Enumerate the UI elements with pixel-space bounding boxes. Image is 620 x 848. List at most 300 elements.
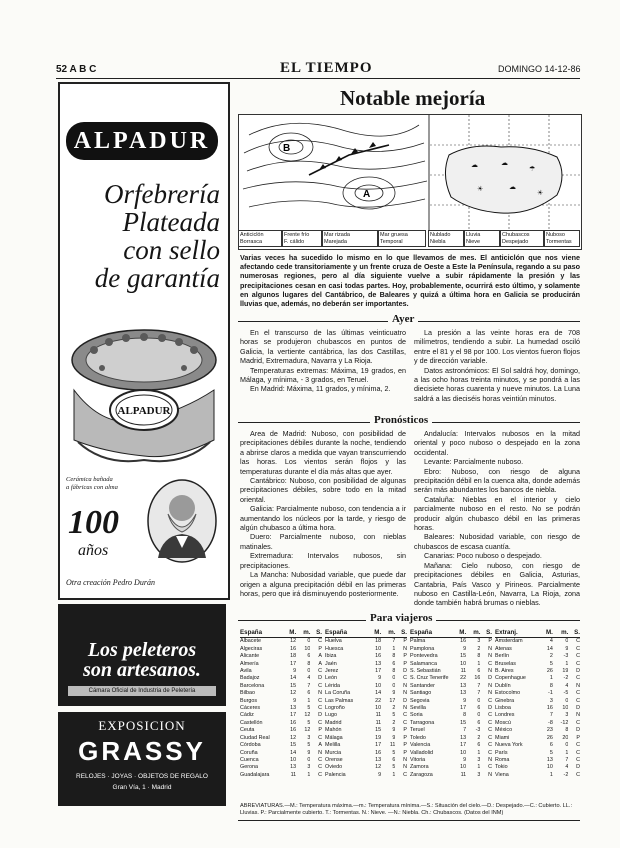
city-cell: Valladolid <box>410 749 433 756</box>
value-cell: 1 <box>565 660 569 667</box>
value-cell: P <box>576 734 580 741</box>
value-cell: 11 <box>460 668 467 675</box>
table-row <box>325 705 407 712</box>
table-header-cell: España <box>325 629 368 638</box>
table-row <box>240 764 322 771</box>
value-cell: 8 <box>392 668 396 675</box>
value-cell: N <box>403 682 407 689</box>
value-cell: 16 <box>290 645 297 652</box>
value-cell: 7 <box>549 712 553 719</box>
value-cell: P <box>403 749 407 756</box>
table-row <box>410 750 492 757</box>
value-cell: 0 <box>565 697 569 704</box>
value-cell: 8 <box>477 653 481 660</box>
table-row <box>325 661 407 668</box>
value-cell: 2 <box>392 705 396 712</box>
city-cell: Badajoz <box>240 675 260 682</box>
table-row <box>240 705 322 712</box>
value-cell: P <box>403 742 407 749</box>
city-cell: Melilla <box>325 742 341 749</box>
forecast-paragraph: Levante: Parcialmente nuboso. <box>424 457 524 467</box>
isobar-map <box>239 115 581 231</box>
table-row <box>325 698 407 705</box>
city-cell: Las Palmas <box>325 697 354 704</box>
section-ayer-title: Ayer <box>388 313 418 325</box>
value-cell: 9 <box>293 668 297 675</box>
value-cell: C <box>318 638 322 645</box>
weather-table <box>495 629 580 779</box>
city-cell: Bilbao <box>240 690 255 697</box>
table-row <box>495 764 580 771</box>
slogan-line-2: Plateada <box>122 207 220 237</box>
forecast-paragraph: Baleares: Nubosidad variable, con riesgo de chubascos de escasa cuantía. <box>414 532 580 551</box>
table-row <box>495 668 580 675</box>
city-cell: Avila <box>240 668 252 675</box>
value-cell: N <box>576 682 580 689</box>
city-cell: Cáceres <box>240 705 261 712</box>
value-cell: A <box>318 653 322 660</box>
value-cell: 13 <box>290 764 297 771</box>
value-cell: 8 <box>392 653 396 660</box>
table-row <box>325 668 407 675</box>
value-cell: C <box>403 712 407 719</box>
value-cell: -8 <box>548 719 553 726</box>
table-header-cell: M. <box>539 629 553 638</box>
city-cell: Bruselas <box>495 660 516 667</box>
city-cell: Roma <box>495 756 510 763</box>
value-cell: D <box>403 668 407 675</box>
table-row <box>240 712 322 719</box>
value-cell: 6 <box>307 690 311 697</box>
table-row <box>495 646 580 653</box>
value-cell: N <box>488 682 492 689</box>
table-row <box>325 712 407 719</box>
value-cell: 10 <box>460 764 467 771</box>
value-cell: 22 <box>375 697 382 704</box>
value-cell: 16 <box>375 653 382 660</box>
value-cell: C <box>318 705 322 712</box>
table-row <box>410 698 492 705</box>
value-cell: 0 <box>307 756 311 763</box>
weather-table <box>410 629 492 779</box>
value-cell: C <box>318 668 322 675</box>
city-cell: Santander <box>410 682 435 689</box>
table-row <box>325 750 407 757</box>
value-cell: 15 <box>375 727 382 734</box>
value-cell: 13 <box>460 690 467 697</box>
city-cell: Coruña <box>240 749 258 756</box>
legend-item: Mar gruesa Temporal <box>378 230 426 247</box>
value-cell: 3 <box>549 697 553 704</box>
value-cell: D <box>488 675 492 682</box>
value-cell: 16 <box>474 675 481 682</box>
value-cell: C <box>318 771 322 778</box>
city-cell: Lugo <box>325 712 337 719</box>
value-cell: 9 <box>463 645 467 652</box>
value-cell: C <box>488 734 492 741</box>
city-cell: S. Sebastián <box>410 668 441 675</box>
city-cell: Zaragoza <box>410 771 433 778</box>
city-cell: Jerez <box>325 668 339 675</box>
value-cell: 13 <box>460 682 467 689</box>
table-row <box>495 705 580 712</box>
value-cell: D <box>576 668 580 675</box>
city-cell: Barcelona <box>240 682 265 689</box>
date-line: DOMINGO 14-12-86 <box>498 64 581 74</box>
city-cell: Almería <box>240 660 259 667</box>
table-header-cell: Extranj. <box>495 629 539 638</box>
ad-credit: Otra creación Pedro Durán <box>66 578 155 587</box>
city-cell: Sevilla <box>410 705 426 712</box>
anniversary-number: 100 <box>68 504 119 541</box>
city-cell: Algeciras <box>240 645 263 652</box>
city-cell: Nueva York <box>495 742 523 749</box>
value-cell: 2 <box>392 719 396 726</box>
table-row <box>495 720 580 727</box>
furriers-line-1: Los peleteros <box>87 639 197 661</box>
value-cell: N <box>403 764 407 771</box>
value-cell: 12 <box>375 764 382 771</box>
city-cell: Copenhague <box>495 675 526 682</box>
table-row <box>325 764 407 771</box>
value-cell: 2 <box>549 653 553 660</box>
furriers-line-2: son artesanos. <box>83 659 201 681</box>
table-row <box>410 661 492 668</box>
value-cell: 12 <box>304 727 311 734</box>
table-row <box>495 712 580 719</box>
table-header-cell: S. <box>480 629 492 638</box>
value-cell: C <box>318 756 322 763</box>
table-row <box>495 638 580 646</box>
value-cell: 7 <box>565 756 569 763</box>
value-cell: C <box>576 749 580 756</box>
value-cell: 2 <box>477 645 481 652</box>
svg-text:A: A <box>363 189 371 200</box>
jewelry-advertisement <box>58 82 230 600</box>
value-cell: C <box>488 742 492 749</box>
value-cell: 26 <box>546 668 553 675</box>
value-cell: 17 <box>460 742 467 749</box>
value-cell: 13 <box>375 660 382 667</box>
value-cell: 12 <box>304 712 311 719</box>
table-row <box>410 720 492 727</box>
city-cell: Palencia <box>325 771 346 778</box>
value-cell: 3 <box>477 756 481 763</box>
value-cell: 11 <box>290 771 297 778</box>
svg-text:☁: ☁ <box>501 160 508 167</box>
legend-item: Nuboso Tormentas <box>544 230 580 247</box>
value-cell: 1 <box>477 764 481 771</box>
value-cell: 12 <box>290 734 297 741</box>
section-viajeros-title: Para viajeros <box>366 612 436 624</box>
value-cell: C <box>576 771 580 778</box>
value-cell: 1 <box>307 771 311 778</box>
city-cell: Málaga <box>325 734 343 741</box>
svg-text:☁: ☁ <box>471 162 478 169</box>
value-cell: -2 <box>563 675 569 682</box>
city-cell: Zamora <box>410 764 429 771</box>
value-cell: 0 <box>307 668 311 675</box>
value-cell: C <box>576 719 580 726</box>
value-cell: 1 <box>392 771 396 778</box>
table-row <box>240 698 322 705</box>
value-cell: 17 <box>389 697 396 704</box>
value-cell: P <box>318 645 322 652</box>
ayer-left-column <box>240 328 406 394</box>
value-cell: -12 <box>560 719 569 726</box>
value-cell: 11 <box>375 719 382 726</box>
forecast-paragraph: La Mancha: Nubosidad variable, que puede dar origen a alguna precipitación débil en las primeras horas, pero que irá disminuyendo posteriormente. <box>240 570 406 598</box>
city-cell: Murcia <box>325 749 342 756</box>
city-cell: Lisboa <box>495 705 511 712</box>
anniversary-word: años <box>78 542 109 559</box>
value-cell: 10 <box>375 682 382 689</box>
brand-logo: ALPADUR <box>66 122 218 160</box>
value-cell: 10 <box>546 764 553 771</box>
ad-small-text <box>66 476 136 492</box>
value-cell: C <box>576 756 580 763</box>
value-cell: 3 <box>565 712 569 719</box>
table-row <box>410 764 492 771</box>
value-cell: 18 <box>375 638 382 645</box>
table-row <box>240 646 322 653</box>
value-cell: C <box>576 653 580 660</box>
value-cell: 3 <box>477 771 481 778</box>
table-row <box>410 727 492 734</box>
value-cell: P <box>318 727 322 734</box>
value-cell: C <box>318 719 322 726</box>
value-cell: 12 <box>290 690 297 697</box>
table-header-cell: M. <box>453 629 467 638</box>
value-cell: 6 <box>392 660 396 667</box>
table-row <box>240 653 322 660</box>
table-row <box>495 735 580 742</box>
value-cell: C <box>488 712 492 719</box>
value-cell: 6 <box>477 742 481 749</box>
table-row <box>410 742 492 749</box>
ad-small-line-2: a fábricas con alma <box>66 484 118 491</box>
forecast-paragraph: Galicia: Parcialmente nuboso, con tendencia a ir aumentando los núcleos por la tarde, y riesgo de algún chubasco a última hora. <box>240 504 406 533</box>
value-cell: C <box>576 742 580 749</box>
value-cell: 6 <box>392 756 396 763</box>
value-cell: 5 <box>392 749 396 756</box>
table-row <box>410 735 492 742</box>
value-cell: N <box>488 756 492 763</box>
value-cell: 1 <box>549 771 553 778</box>
value-cell: 5 <box>392 764 396 771</box>
forecast-left-column <box>240 429 406 598</box>
value-cell: N <box>576 712 580 719</box>
table-row <box>240 750 322 757</box>
city-cell: Soria <box>410 712 423 719</box>
city-cell: Atenas <box>495 645 512 652</box>
value-cell: C <box>488 727 492 734</box>
city-cell: Logroño <box>325 705 345 712</box>
value-cell: D <box>488 705 492 712</box>
value-cell: 14 <box>290 749 297 756</box>
city-cell: Ibiza <box>325 653 337 660</box>
value-cell: C <box>318 734 322 741</box>
slogan-line-1: Orfebrería <box>104 179 220 209</box>
section-pronosticos-title: Pronósticos <box>370 414 432 426</box>
value-cell: -3 <box>563 653 569 660</box>
city-cell: Castellón <box>240 719 263 726</box>
value-cell: 8 <box>307 660 311 667</box>
value-cell: N <box>488 771 492 778</box>
value-cell: 5 <box>549 660 553 667</box>
legend-item: Anticiclón Borrasca <box>238 230 282 247</box>
city-cell: Albacete <box>240 638 261 645</box>
city-cell: Moscú <box>495 719 511 726</box>
value-cell: 17 <box>290 660 297 667</box>
value-cell: 8 <box>549 682 553 689</box>
svg-text:☁: ☁ <box>509 184 516 191</box>
city-cell: Ciudad Real <box>240 734 270 741</box>
value-cell: 0 <box>565 638 569 645</box>
header-rule <box>56 78 580 79</box>
value-cell: 15 <box>290 742 297 749</box>
value-cell: 10 <box>375 705 382 712</box>
value-cell: 1 <box>565 749 569 756</box>
table-row <box>325 757 407 764</box>
city-cell: Huesca <box>325 645 344 652</box>
value-cell: D <box>576 705 580 712</box>
city-cell: Oviedo <box>325 764 343 771</box>
ayer-paragraph: La presión a las veinte horas era de 708 milímetros, tendiendo a subir. La humedad osciló entre el 81 y el 98 por 100. Los vientos fueron flojos y de dirección variable. <box>414 328 580 366</box>
table-row <box>240 661 322 668</box>
value-cell: P <box>488 638 492 645</box>
grassy-line-3: RELOJES · JOYAS · OBJETOS DE REGALO <box>76 773 208 780</box>
table-row <box>325 742 407 749</box>
city-cell: Madrid <box>325 719 342 726</box>
table-row <box>495 727 580 734</box>
value-cell: 19 <box>562 668 569 675</box>
table-row <box>495 661 580 668</box>
value-cell: 6 <box>307 653 311 660</box>
value-cell: C <box>403 675 407 682</box>
map-legend <box>238 230 580 248</box>
ayer-paragraph: Temperaturas extremas: Máxima, 19 grados, en Málaga, y mínima, - 3 grados, en Teruel. <box>240 365 406 385</box>
table-row <box>240 757 322 764</box>
value-cell: P <box>403 638 407 645</box>
forecast-right-column <box>414 429 580 608</box>
city-cell: Valencia <box>410 742 431 749</box>
value-cell: 16 <box>460 638 467 645</box>
value-cell: 5 <box>307 705 311 712</box>
city-cell: Jaén <box>325 660 337 667</box>
city-cell: Lérida <box>325 682 340 689</box>
table-row <box>495 757 580 764</box>
value-cell: 10 <box>460 749 467 756</box>
forecast-paragraph: Andalucía: Intervalos nubosos en la mitad oriental y poco nuboso o despejado en la zona occidental. <box>414 429 580 457</box>
weather-table <box>240 629 322 779</box>
value-cell: C <box>576 697 580 704</box>
city-cell: Alicante <box>240 653 260 660</box>
value-cell: 7 <box>477 690 481 697</box>
value-cell: 9 <box>293 697 297 704</box>
city-cell: Vitoria <box>410 756 426 763</box>
legend-item: Nublado Niebla <box>428 230 464 247</box>
table-row <box>410 675 492 682</box>
table-row <box>410 705 492 712</box>
value-cell: 9 <box>565 645 569 652</box>
city-cell: Segovia <box>410 697 430 704</box>
table-header-cell: m. <box>381 629 395 638</box>
slogan-line-4: de garantía <box>94 263 220 293</box>
value-cell: 15 <box>460 719 467 726</box>
value-cell: 1 <box>477 749 481 756</box>
forecast-paragraph: Extremadura: Intervalos nubosos, sin precipitaciones. <box>240 551 406 570</box>
table-row <box>325 675 407 682</box>
value-cell: 10 <box>304 645 311 652</box>
value-cell: 0 <box>477 697 481 704</box>
city-cell: Huelva <box>325 638 342 645</box>
city-cell: Teruel <box>410 727 425 734</box>
value-cell: 16 <box>290 719 297 726</box>
table-row <box>410 683 492 690</box>
table-row <box>240 638 322 646</box>
value-cell: P <box>403 727 407 734</box>
value-cell: 16 <box>290 727 297 734</box>
ad-small-line-1: Cerámica bañada <box>66 476 113 483</box>
city-cell: Dublín <box>495 682 511 689</box>
legend-item: Lluvia Nieve <box>464 230 500 247</box>
furriers-advertisement <box>58 604 226 706</box>
table-row <box>495 690 580 697</box>
grassy-line-2: GRASSY <box>78 736 206 766</box>
table-row <box>240 727 322 734</box>
value-cell: 22 <box>460 675 467 682</box>
value-cell: 6 <box>477 719 481 726</box>
value-cell: 13 <box>290 705 297 712</box>
value-cell: 0 <box>307 638 311 645</box>
city-cell: Cádiz <box>240 712 254 719</box>
value-cell: N <box>488 653 492 660</box>
city-cell: Toledo <box>410 734 426 741</box>
value-cell: 9 <box>463 756 467 763</box>
city-cell: Pontevedra <box>410 653 438 660</box>
value-cell: 14 <box>546 645 553 652</box>
table-row <box>495 675 580 682</box>
value-cell: A <box>318 742 322 749</box>
table-header-cell: España <box>410 629 453 638</box>
grassy-line-1: EXPOSICION <box>98 718 186 733</box>
table-row <box>410 757 492 764</box>
section-title: EL TIEMPO <box>280 60 373 76</box>
value-cell: P <box>403 734 407 741</box>
table-row <box>495 653 580 660</box>
value-cell: D <box>318 712 322 719</box>
value-cell: 11 <box>389 742 396 749</box>
value-cell: C <box>576 675 580 682</box>
value-cell: 9 <box>392 690 396 697</box>
value-cell: 17 <box>375 742 382 749</box>
bottom-rule <box>238 820 580 821</box>
ayer-paragraph: En el transcurso de las últimas veinticuatro horas se produjeron chubascos en puntos de Galicia, la vertiente cantábrica, las dos Castillas, Madrid, Extremadura, Navarra y La Rioja. <box>240 328 406 366</box>
svg-text:B: B <box>283 143 291 154</box>
value-cell: 1 <box>477 660 481 667</box>
table-row <box>240 720 322 727</box>
value-cell: N <box>488 690 492 697</box>
value-cell: C <box>488 660 492 667</box>
city-cell: Estocolmo <box>495 690 521 697</box>
seal-text: ALPADUR <box>117 405 171 417</box>
city-cell: Amsterdam <box>495 638 523 645</box>
value-cell: 1 <box>549 675 553 682</box>
value-cell: -1 <box>548 690 553 697</box>
city-cell: S. Cruz Tenerife <box>410 675 449 682</box>
table-row <box>240 735 322 742</box>
